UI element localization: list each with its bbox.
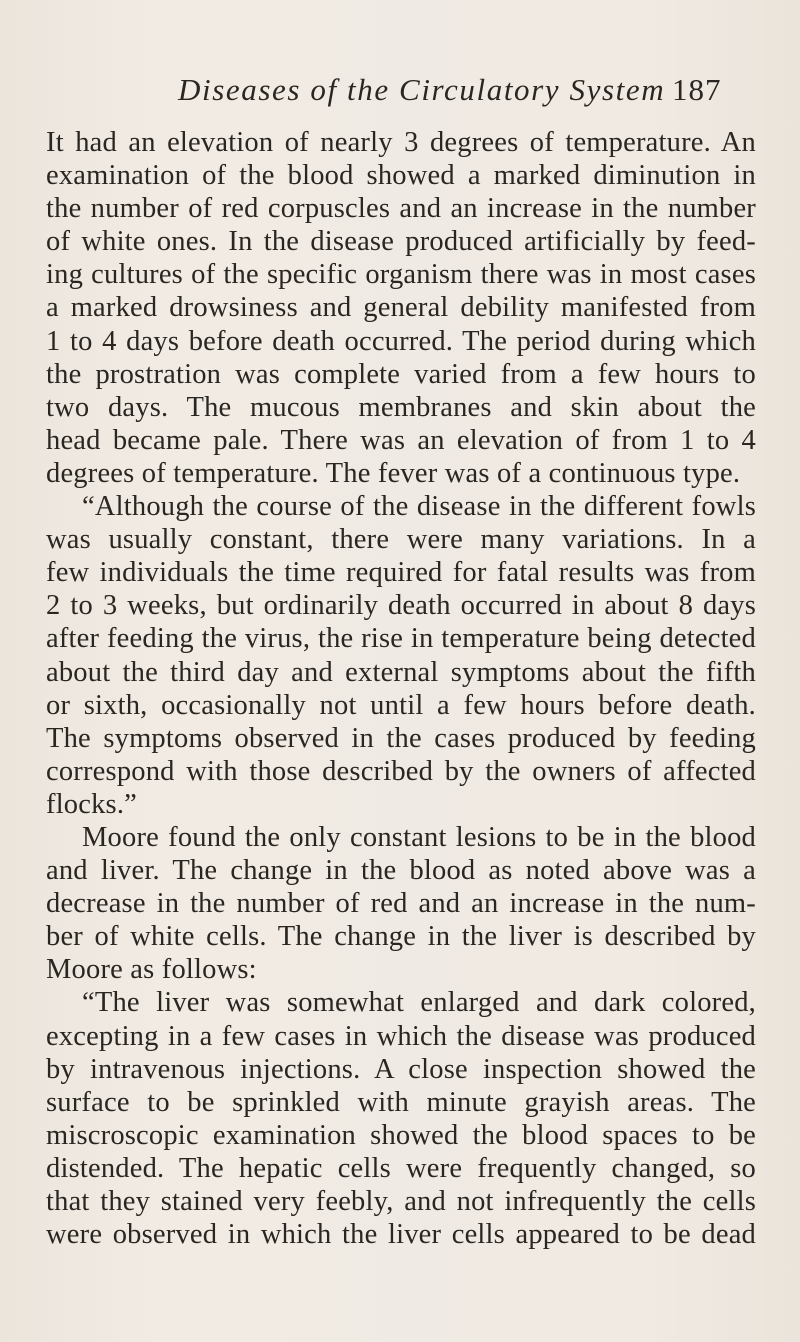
text-line: Moore as follows: [46, 954, 257, 986]
text-line: the number of red corpuscles and an increase in the number [46, 193, 756, 225]
text-line: It had an elevation of nearly 3 degrees of temperature. An [46, 127, 756, 158]
text-line: “Although the course of the disease in the different fowls [82, 491, 756, 523]
text-line: flocks.” [46, 788, 138, 820]
text-line: of white ones. In the disease produced artificially by feed- [46, 226, 756, 258]
text-line: ing cultures of the specific organism there was in most cases [46, 259, 756, 291]
text-line: surface to be sprinkled with minute grayish areas. The [46, 1086, 756, 1118]
text-line: Moore found the only constant lesions to be in the blood [82, 821, 756, 853]
text-line: examination of the blood showed a marked diminution in [46, 160, 756, 192]
running-head [0, 72, 800, 112]
text-line: The symptoms observed in the cases produced by feeding [46, 722, 756, 754]
text-line: “The liver was somewhat enlarged and dark colored, [82, 987, 756, 1019]
text-line: degrees of temperature. The fever was of a continuous type. [46, 457, 741, 489]
text-line: 2 to 3 weeks, but ordinarily death occurred in about 8 days [46, 590, 756, 622]
text-line: and liver. The change in the blood as noted above was a [46, 855, 756, 887]
text-line: about the third day and external symptoms about the fifth [46, 656, 756, 688]
text-line: 1 to 4 days before death occurred. The period during which [46, 325, 756, 357]
page-number: 187 [672, 72, 722, 107]
text-line: that they stained very feebly, and not infrequently the cells [46, 1186, 756, 1217]
text-line: two days. The mucous membranes and skin about the [46, 391, 756, 423]
text-line: few individuals the time required for fatal results was from [46, 557, 756, 589]
text-line: distended. The hepatic cells were frequently changed, so [46, 1152, 756, 1184]
running-head-title: Diseases of the Circulatory System [178, 72, 666, 107]
text-line: excepting in a few cases in which the disease was produced [46, 1020, 756, 1052]
text-line: ber of white cells. The change in the liver is described by [46, 921, 756, 953]
text-line: decrease in the number of red and an increase in the num- [46, 888, 756, 920]
text-line: correspond with those described by the owners of affected [46, 755, 756, 787]
text-line: were observed in which the liver cells appeared to be dead [46, 1219, 756, 1251]
text-line: by intravenous injections. A close inspection showed the [46, 1053, 756, 1085]
body-text [46, 126, 756, 1251]
text-line: head became pale. There was an elevation of from 1 to 4 [46, 424, 756, 456]
text-line: a marked drowsiness and general debility manifested from [46, 292, 756, 324]
text-line: after feeding the virus, the rise in temperature being detected [46, 623, 756, 655]
text-line: was usually constant, there were many variations. In a [46, 524, 756, 556]
text-line: the prostration was complete varied from a few hours to [46, 358, 756, 390]
text-line: miscroscopic examination showed the blood spaces to be [46, 1119, 756, 1151]
text-line: or sixth, occasionally not until a few hours before death. [46, 689, 756, 721]
